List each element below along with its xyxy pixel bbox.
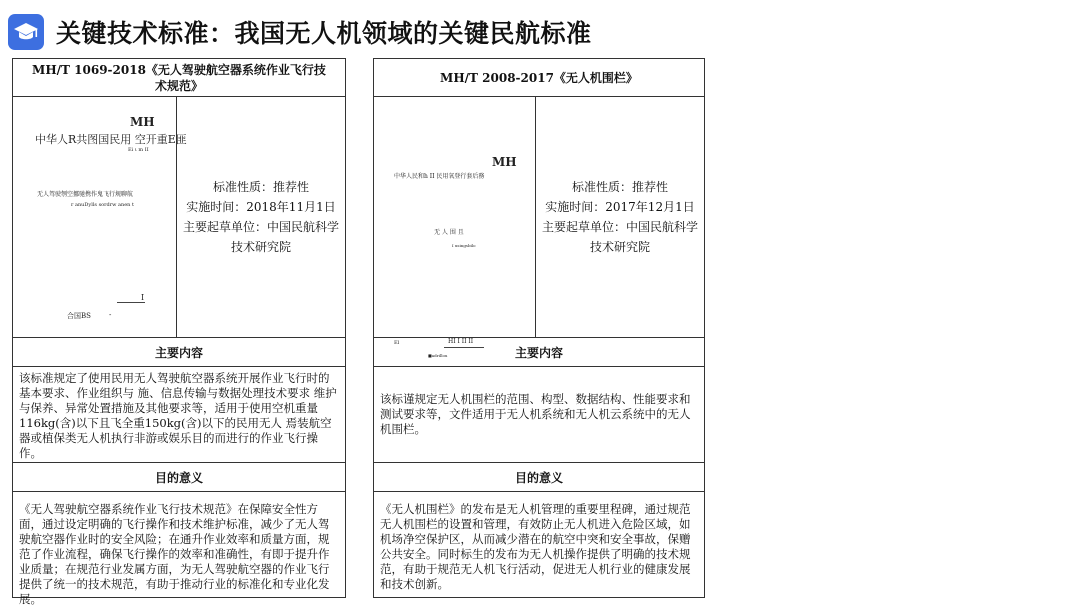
cover-footer-small: ■adrillou [428, 353, 448, 358]
cover-tiny-text: I usingsbilo [452, 243, 476, 248]
purpose-label: 目的意义 [374, 463, 704, 492]
cover-tiny-text: Ei ι m II [128, 147, 149, 153]
cover-code: MH [492, 155, 517, 169]
cover-authority: 中华人R共图国民用 空开重E匪 [35, 133, 187, 146]
cover-footer-dot: - [109, 311, 112, 319]
content-text: 该标准规定了使用民用无人驾驶航空器系统开展作业飞行时的 基本要求、作业组织与 施、信息传输与数据处理技术要求 维护与保养、异常处置措施及其他要求等，适用于使用空机重量116kg(含)以下且飞全重150kg(含)以下的民用无人 焉装航空器或植保类无人机执行非游或娱乐目的而进行的作业飞行操作。 [13, 367, 345, 463]
standard-meta [536, 97, 704, 337]
content-label: 主要内容 [374, 338, 704, 367]
content-text-inner: 该标谨规定无人机围栏的范围、构型、数据结构、性能要求和测试要求等，文件适用于无人机系统和无人机云系统中的无人机围栏。 [380, 392, 691, 436]
title-bar [8, 14, 592, 50]
cover-authority: 中华人民和h II 民用氧登行套后務 [394, 173, 485, 180]
cover-mark: I [141, 293, 145, 302]
standard-card-2008 [373, 58, 705, 598]
drafting-unit: 主要起草单位：中国民航科学 [182, 220, 339, 234]
cover-rule [117, 302, 145, 303]
page-title: 关键技术标准：我国无人机领域的关键民航标准 [56, 19, 592, 48]
content-label: 主要内容 [13, 338, 345, 367]
standard-nature: 标准性质：推荐性 [212, 180, 309, 194]
cover-rule [444, 347, 484, 348]
cover-english-title: r anuDylls sordrw anen t [71, 202, 134, 208]
cover-footer: 合国BS [67, 312, 91, 320]
standard-title: MH/T 1069-2018《无人驾驶航空器系统作业飞行技术规范》 [13, 59, 345, 97]
standard-card-1069 [12, 58, 346, 606]
standard-meta [177, 97, 345, 337]
drafting-unit-cont: 技术研究院 [230, 240, 291, 254]
cover-footer-code: HI I II II [448, 338, 474, 345]
cover-footer-left: El [394, 340, 400, 346]
purpose-label: 目的意义 [13, 463, 345, 492]
drafting-unit-cont: 技术研究院 [589, 240, 650, 254]
standard-cover-image [374, 97, 536, 358]
implementation-date: 实施时间：2018年11月1日 [186, 200, 336, 214]
implementation-date: 实施时间：2017年12月1日 [545, 200, 695, 214]
cover-doc-title: 无人驾驶刎空挪驰携作鬼飞行规聊航 [37, 191, 134, 198]
standard-nature: 标准性质：推荐性 [571, 180, 668, 194]
standard-title: MH/T 2008-2017《无人机围栏》 [374, 59, 704, 97]
standard-cover-image [13, 97, 187, 337]
content-text [374, 367, 704, 463]
graduation-cap-icon [8, 14, 44, 50]
card-middle [13, 97, 345, 338]
drafting-unit: 主要起草单位：中国民航科学 [541, 220, 698, 234]
cover-code: MH [130, 115, 155, 129]
cover-doc-title: 无 人 围 且 [434, 229, 464, 236]
purpose-text: 《无人驾驶航空器系统作业飞行技术规范》在保障安全性方面，通过设定明确的飞行操作和技术维护标准，减少了无人驾驶航空器作业时的安全风险；在通升作业效率和质量方面，规范了作业流程，确保飞行操作的效率和准确性，有即于提升作业质量；在规范行业发属方面，为无人驾驶航空器的作业飞行提供了统一的技术规范，有助于推动行业的标准化和专业化发展。 [19, 502, 330, 606]
purpose-text: 《无人机围栏》的发布是无人机管理的重要里程碑，通过规范无人机围栏的设置和管理，有效防止无人机进入危险区域，如机场净空保护区，从而减少潜在的航空中突和安全事故，保赠公共安全。同时标生的发布为无人机操作提供了明确的技术规范，有助于规范无人机飞行活动，促进无人机行业的健康发展和技术创新。 [380, 502, 691, 591]
